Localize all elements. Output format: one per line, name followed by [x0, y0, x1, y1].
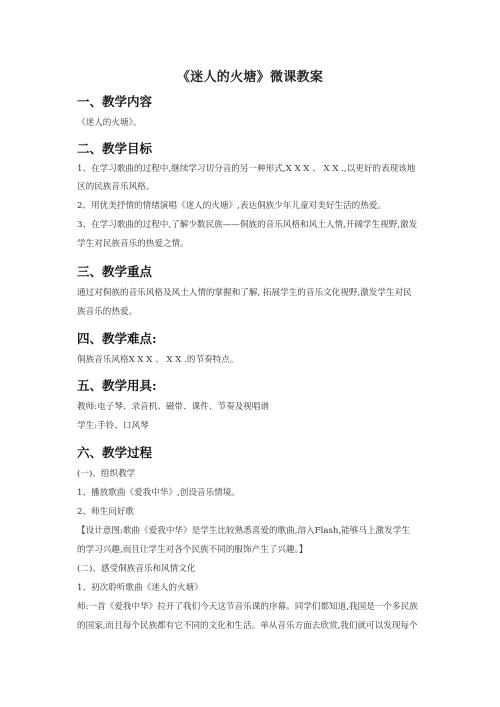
- key-points-line-2: 族音乐的热爱。: [77, 307, 138, 317]
- objective-3-line-1: 3、在学习歌曲的过程中,了解少数民族——侗族的音乐风格和风土人情,开阔学生视野,激发: [77, 220, 418, 230]
- section-heading-key-points: 三、教学重点: [77, 264, 153, 279]
- section-heading-objectives: 二、教学目标: [77, 141, 153, 156]
- section-heading-materials: 五、教学用具:: [77, 378, 157, 393]
- objective-1-line-1: 1、在学习歌曲的过程中,继续学习切分音的另一种形式,X X X 、 X X .,以更好的表现该地: [77, 164, 416, 174]
- document-title: 《迷人的火塘》微课教案: [176, 70, 324, 85]
- design-intent-line-2: 的学习兴趣,而且让学生对各个民族不同的服饰产生了兴趣。】: [77, 545, 308, 555]
- process-line-1: (一)、组织教学: [77, 469, 136, 479]
- process-line-8: 师:一首《爱我中华》拉开了我们今天这节音乐课的序幕。同学们都知道,我国是一个多民族: [77, 602, 418, 612]
- objective-3-line-2: 学生对民族音乐的热爱之情。: [77, 239, 189, 249]
- process-line-7: 1、初次聆听歌曲《迷人的火塘》: [77, 583, 203, 593]
- process-line-3: 2、师生问好歌: [77, 507, 135, 517]
- difficulties-text: 侗族音乐风格X X X 、 X X .的节奏特点。: [77, 355, 239, 365]
- key-points-line-1: 通过对侗族的音乐风格及风土人情的掌握和了解, 拓展学生的音乐文化视野,激发学生对民: [77, 288, 412, 298]
- section-heading-difficulties: 四、教学难点:: [77, 331, 157, 346]
- process-line-2: 1、播放歌曲《爱我中华》,创设音乐情境。: [77, 488, 240, 498]
- section-heading-content: 一、教学内容: [77, 94, 153, 109]
- process-line-6: (二)、感受侗族音乐和风情文化: [77, 564, 196, 574]
- materials-student: 学生:手铃、口风琴: [77, 421, 149, 431]
- content-text: 《迷人的火塘》。: [77, 118, 142, 128]
- objective-2: 2、用优美抒情的情绪演唱《迷人的火塘》,表达侗族少年儿童对美好生活的热爱。: [77, 201, 386, 211]
- objective-1-line-2: 区的民族音乐风格。: [77, 182, 155, 192]
- design-intent-line-1: 【设计意图:歌曲《爱我中华》是学生比较熟悉喜爱的歌曲,溶入Flash,能够马上激发学生: [77, 526, 410, 536]
- materials-teacher: 教师:电子琴、录音机、磁带、课件、节奏及视唱谱: [77, 402, 269, 412]
- process-line-9: 的国家,而且每个民族都有它不同的文化和生活。单从音乐方面去欣赏,我们就可以发现每个: [77, 621, 418, 631]
- section-heading-process: 六、教学过程: [77, 445, 153, 460]
